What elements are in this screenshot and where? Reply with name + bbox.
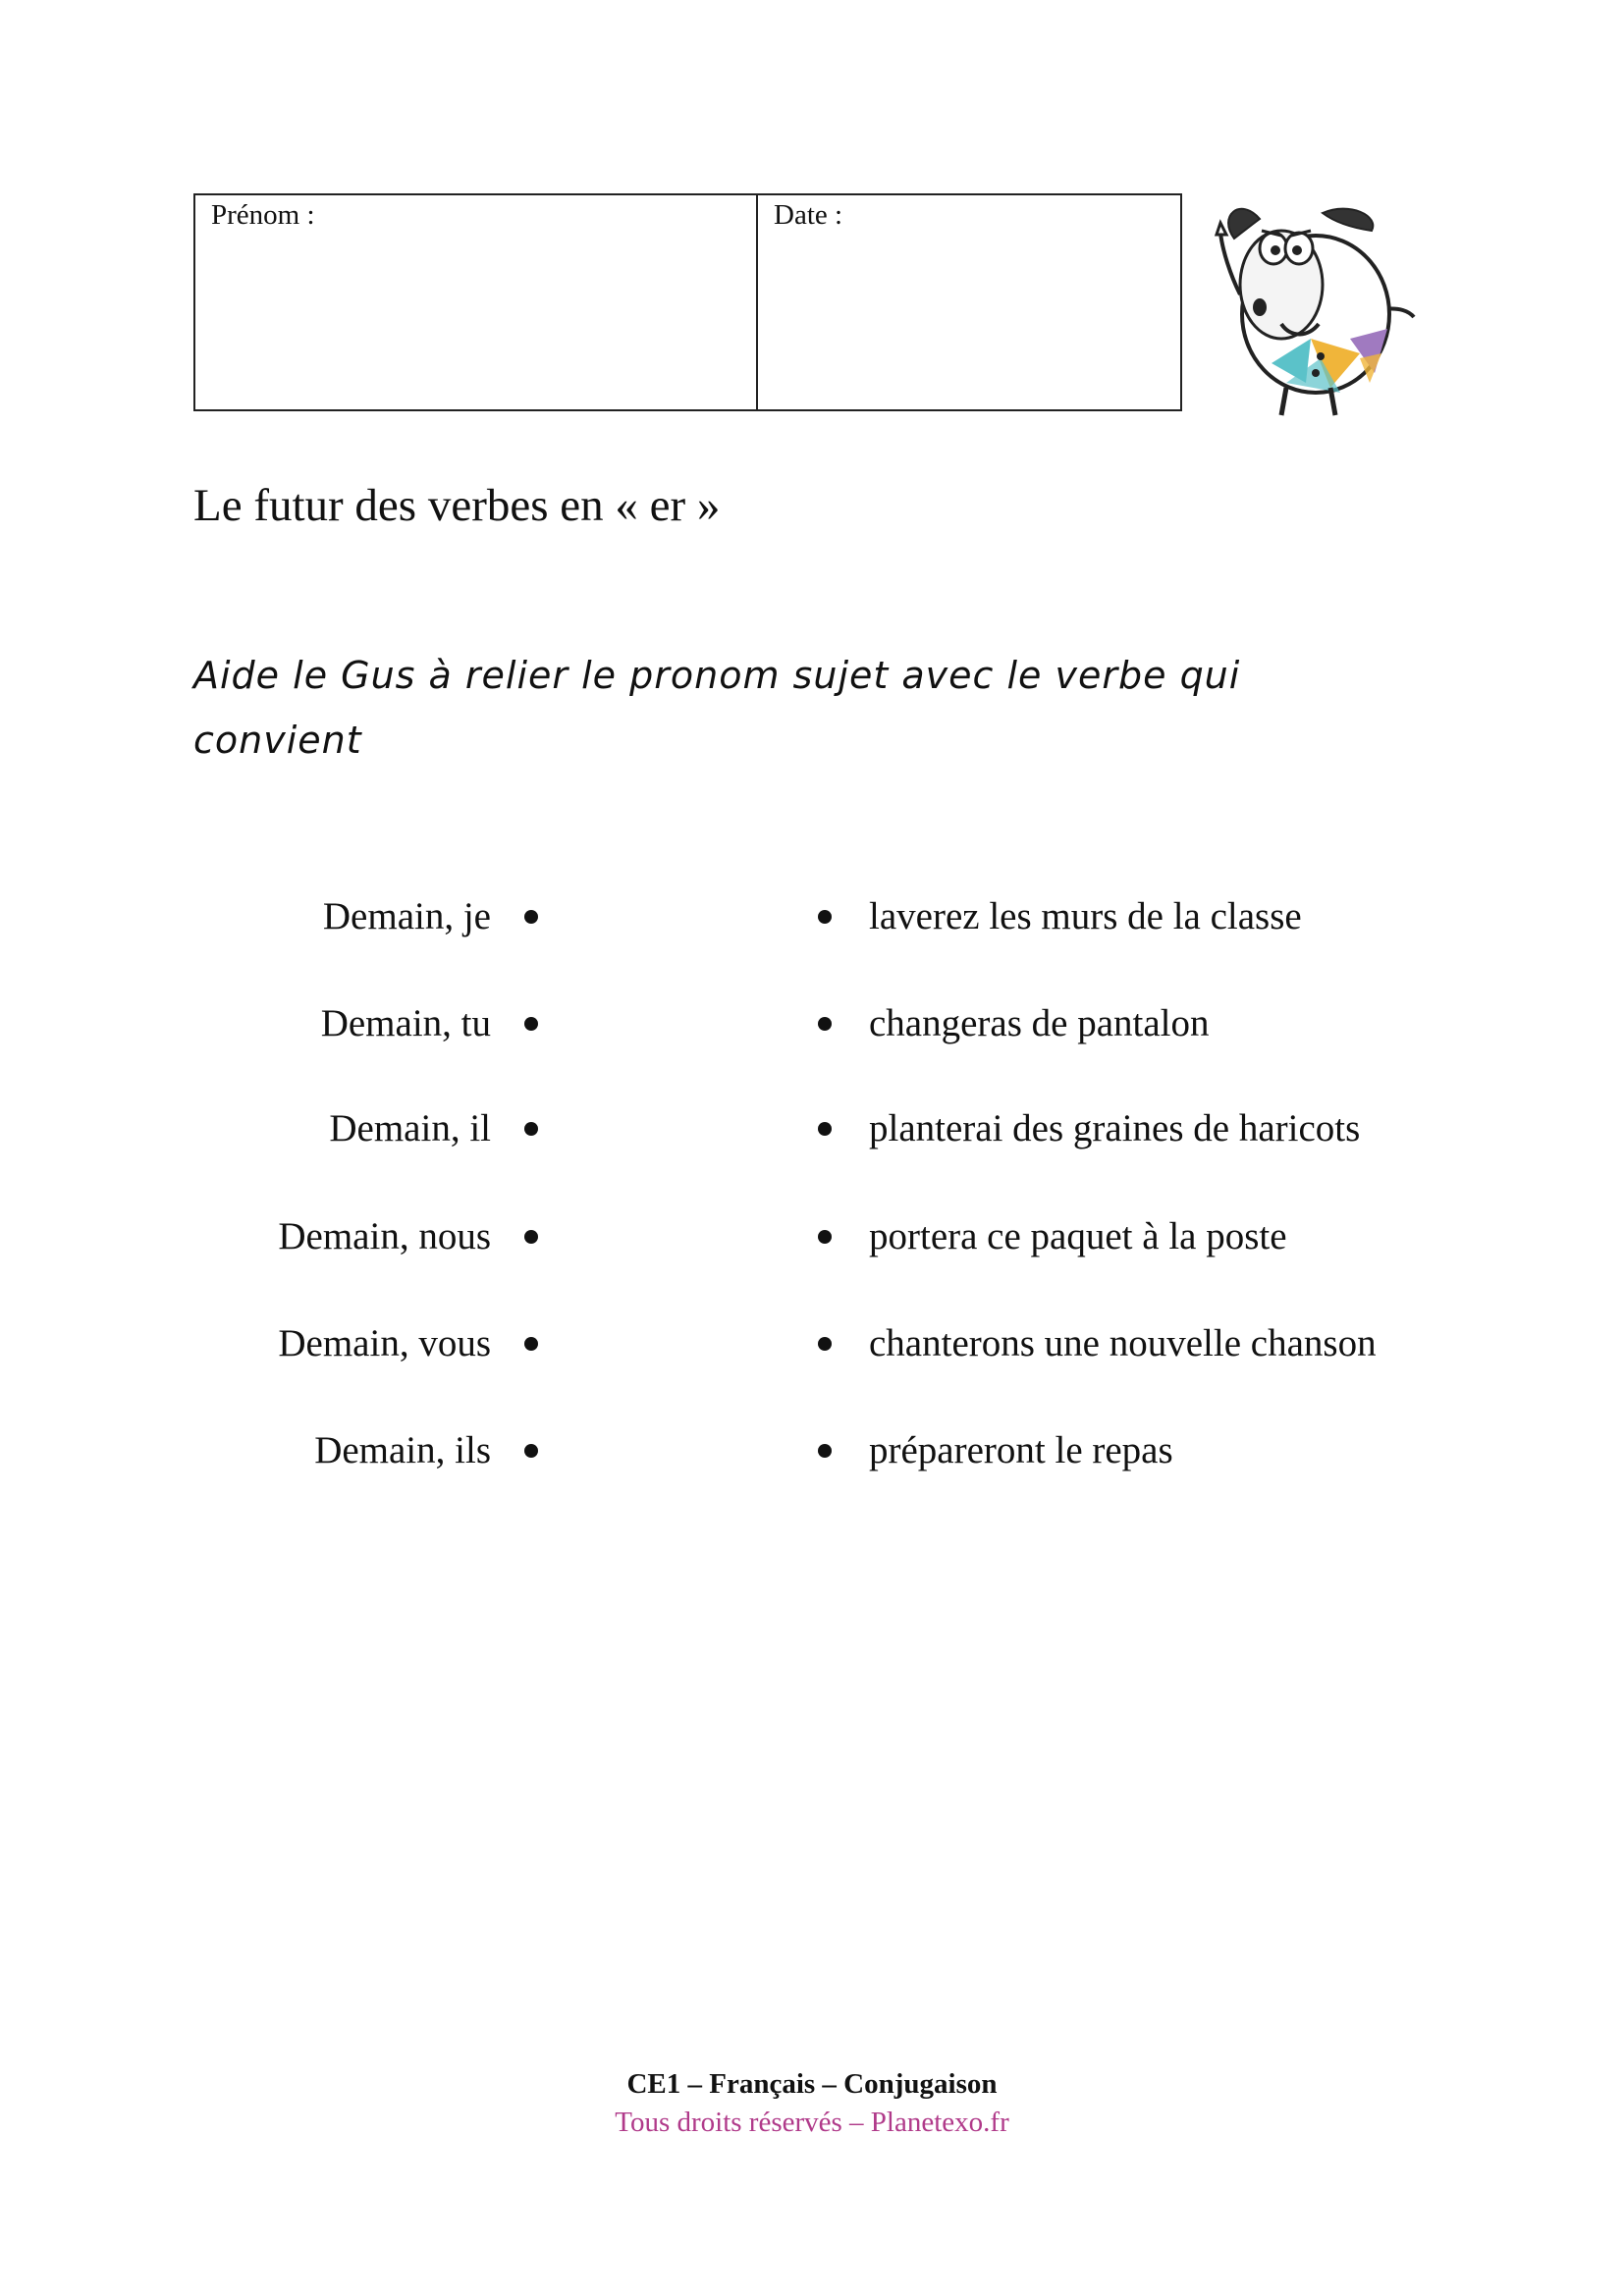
verb-text: planterai des graines de haricots [869, 1107, 1361, 1149]
subject-text: Demain, tu [320, 1002, 491, 1044]
subject-text: Demain, je [322, 895, 491, 937]
matching-row [0, 1099, 1624, 1158]
verb-text: prépareront le repas [869, 1429, 1173, 1471]
matching-row [0, 887, 1624, 946]
page-title: Le futur des verbes en « er » [193, 480, 721, 531]
verb-text: portera ce paquet à la poste [869, 1215, 1287, 1257]
subject-dot[interactable] [524, 1337, 538, 1351]
verb-dot[interactable] [818, 1122, 832, 1136]
footer-course-label: CE1 – Français – Conjugaison [626, 2068, 998, 2100]
date-field[interactable] [758, 195, 1180, 409]
name-field[interactable] [195, 195, 758, 409]
verb-text: changeras de pantalon [869, 1002, 1210, 1044]
matching-row [0, 994, 1624, 1053]
subject-text: Demain, ils [314, 1429, 491, 1471]
verb-dot[interactable] [818, 1444, 832, 1458]
subject-dot[interactable] [524, 1230, 538, 1244]
verb-dot[interactable] [818, 1337, 832, 1351]
verb-dot[interactable] [818, 1230, 832, 1244]
exercise-instruction: Aide le Gus à relier le pronom sujet avec le verbe qui convient [193, 654, 1241, 762]
subject-dot[interactable] [524, 1122, 538, 1136]
student-info-table [193, 193, 1182, 411]
subject-dot[interactable] [524, 1017, 538, 1031]
footer-rights-link[interactable]: Tous droits réservés – Planetexo.fr [615, 2107, 1009, 2138]
date-label: Date : [774, 199, 843, 231]
name-label: Prénom : [211, 199, 315, 231]
verb-dot[interactable] [818, 910, 832, 924]
gus-sheep-mascot-icon [1213, 191, 1424, 417]
matching-row [0, 1314, 1624, 1373]
subject-dot[interactable] [524, 910, 538, 924]
matching-row [0, 1421, 1624, 1480]
verb-text: laverez les murs de la classe [869, 895, 1302, 937]
subject-dot[interactable] [524, 1444, 538, 1458]
subject-text: Demain, il [329, 1107, 491, 1149]
matching-row [0, 1207, 1624, 1266]
subject-text: Demain, nous [278, 1215, 491, 1257]
subject-text: Demain, vous [278, 1322, 491, 1364]
verb-dot[interactable] [818, 1017, 832, 1031]
verb-text: chanterons une nouvelle chanson [869, 1322, 1377, 1364]
